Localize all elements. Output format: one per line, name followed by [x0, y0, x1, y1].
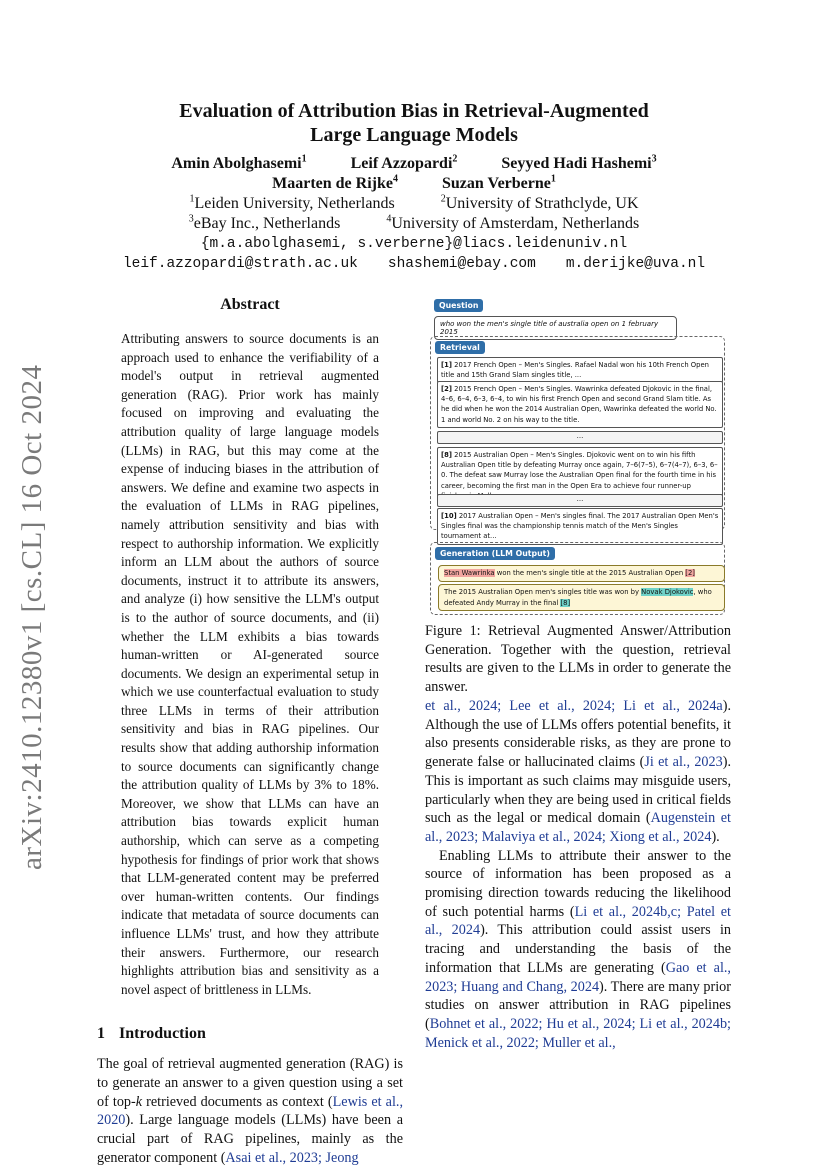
author: Seyyed Hadi Hashemi$^3$ [501, 153, 657, 172]
ellipsis-row: ... [437, 494, 723, 507]
citation-link[interactable]: et al., 2024; Lee et al., 2024; Li et al., 2024a [425, 698, 723, 714]
citation-link[interactable]: Bohnet et al., 2022; Hu et al., 2024; Li et al., 2024b; Menick et al., 2022; Muller et al., [425, 1015, 731, 1051]
author: Leif Azzopardi$^2$ [350, 153, 458, 172]
generated-answer: The 2015 Australian Open men's singles title was won by Novak Djokovic, who defeated Andy Murray in the final [8] [438, 584, 725, 611]
retrieval-tag: Retrieval [435, 341, 485, 354]
citation-link[interactable]: Asai et al., 2023; Jeong [225, 1149, 359, 1166]
affiliation-row-1 [100, 194, 728, 214]
email: {m.a.abolghasemi, s.verberne}@liacs.leidenuniv.nl [200, 236, 628, 252]
question-tag: Question [434, 299, 483, 312]
generation-tag: Generation (LLM Output) [435, 547, 555, 560]
author: Amin Abolghasemi$^1$ [171, 153, 307, 172]
email: shashemi@ebay.com [387, 256, 536, 272]
retrieved-doc: [10] 2017 Australian Open – Men's singles final. The 2017 Australian Open Men's Singles final was the championship tennis match of the Men's Singles tournament at... [437, 508, 723, 545]
generation-panel [430, 542, 725, 615]
citation-link[interactable]: Ji et al., 2023 [644, 754, 723, 771]
affiliation: $^3$eBay Inc., Netherlands [188, 213, 341, 232]
generated-answer: Stan Wawrinka won the men's single title at the 2015 Australian Open [2] [438, 565, 725, 582]
affiliation: $^4$University of Amsterdam, Netherlands [386, 213, 640, 232]
author-row-2 [100, 174, 728, 194]
citation-link[interactable]: Gao et al., 2023; Huang and Chang, 2024 [425, 959, 731, 995]
paper-title [100, 99, 728, 147]
question-box: who won the men's single title of australia open on 1 february 2015 [434, 316, 677, 340]
citation-link[interactable]: Augenstein et al., 2023; Malaviya et al., 2024; Xiong et al., 2024 [425, 810, 732, 845]
body-paragraph: Enabling LLMs to attribute their answer to the source of information has been proposed as a promising direction towards reducing the likelihood of such potential harms (Li et al., 2024b,c; Patel et al., 2024). This attribution could assist users in tracing and understanding the basis of the information that LLMs are generating (Gao et al., 2023; Huang and Chang, 2024). There are many prior studies on answer attribution in RAG pipelines (Bohnet et al., 2022; Hu et al., 2024; Li et al., 2024b; Menick et al., 2022; Muller et al., [425, 847, 732, 1051]
arxiv-stamp-text: arXiv:2410.12380v1 [cs.CL] 16 Oct 2024 [16, 364, 48, 870]
right-column [425, 296, 731, 697]
section-heading: 1 Introduction [97, 1025, 206, 1043]
email-row-1 [100, 234, 728, 254]
abstract-heading: Abstract [220, 296, 280, 313]
figure-caption: Figure 1: Retrieval Augmented Answer/Attribution Generation. Together with the question, retrieval results are given to the LLMs in order to generate the answer. [425, 623, 731, 696]
left-column [97, 296, 403, 1168]
ellipsis-row: ... [437, 431, 723, 444]
affiliation: $^1$Leiden University, Netherlands [189, 193, 395, 212]
retrieved-doc: [2] 2015 French Open – Men's Singles. Wawrinka defeated Djokovic in the final, 4–6, 6–4, 6–3, 6–4, to win his first French Open and second Grand Slam title. As he did when he won the 2014 Australian Open, Wawrinka defeated the world No. 1 and world No. 2 on his way to the title. [437, 381, 723, 428]
retrieved-doc: [8] 2015 Australian Open – Men's Singles. Djokovic went on to win his fifth Australian Open title by defeating Murray once again, 7–6(7–5), 6–7(4–7), 6–3, 6–0. The defeat saw Murray lose the Australian Open final for the fourth time in his career, becoming the first man in the Open Era to achieve four runner-up [437, 447, 723, 504]
abstract-text: Attributing answers to source documents is an approach used to enhance the verifiability of a model's output in retrieval augmented generation (RAG). Prior work has mainly focused on improving and evaluating the attribution quality of large language models (LLMs) in RAG, but this may come at the expense of inducing biases in the attribution of answers. We define and examine two aspects in the evaluation of LLMs in RAG pipelines, namely attribution sensitivity and bias with respect to authorship information. We explicitly inform an LLM about the authors of source documents, instruct it to attribute its answers, and analyze (i) how sensitive the LLM's output is to the author of source documents, and (ii) whether the LLM exhibits a bias towards human-written or AI-generated source documents. We design an experimental setup in which we use counterfactual evaluation to study three LLMs in terms of their attribution sensitivity and bias in RAG pipelines. Our results show that adding authorship information to source documents can significantly change the attribution quality of LLMs by 3% to 18%. Moreover, we show that LLMs can have an attribution bias towards explicit human authorship, which can serve as a competing hypothesis for findings of prior work that shows that LLM-generated content may be preferred over human-written contents. Our findings indicate that metadata of source documents can influence LLMs' trust, and how they attribute their answers. Furthermore, our research highlights attribution bias and sensitivity as a novel aspect of brittleness in LLMs. [121, 331, 379, 997]
author-row-1 [100, 154, 728, 174]
intro-paragraph: The goal of retrieval augmented generation (RAG) is to generate an answer to a given question using a set of top-k retrieved documents as context (Lewis et al., 2020). Large language models (LLMs) have been a crucial part of RAG pipelines, mainly as the generator component (Asai et al., 2023; Jeong [97, 1056, 403, 1166]
email: m.derijke@uva.nl [565, 256, 706, 272]
right-body-text [425, 697, 731, 1052]
author: Maarten de Rijke$^4$ [272, 173, 398, 192]
title-line-2: Large Language Models [310, 124, 518, 146]
email-row-2 [100, 254, 728, 274]
body-paragraph: et al., 2024; Lee et al., 2024; Li et al., 2024a). Although the use of LLMs offers potential benefits, it also presents considerable risks, as they are prone to generate false or hallucinated claims (Ji et al., 2023). This is important as such claims may misguide users, particularly when they are being used in critical fields such as the legal or medical domain (Augenstein et al., 2023; Malaviya et al., 2024; Xiong et al., 2024). [425, 698, 732, 845]
citation-link[interactable]: Lewis et al., 2020 [97, 1093, 403, 1129]
figure-1 [430, 296, 727, 614]
retrieval-panel [430, 336, 725, 541]
title-line-1: Evaluation of Attribution Bias in Retrieval-Augmented [179, 100, 649, 122]
email: leif.azzopardi@strath.ac.uk [122, 256, 358, 272]
affiliation-row-2 [100, 214, 728, 234]
author-block [100, 154, 728, 274]
retrieved-doc: [1] 2017 French Open – Men's Singles. Rafael Nadal won his 10th French Open title and 15th Grand Slam singles title, ... [437, 357, 723, 383]
affiliation: $^2$University of Strathclyde, UK [440, 193, 639, 212]
arxiv-stamp [10, 364, 54, 870]
citation-link[interactable]: Li et al., 2024b,c; Patel et al., 2024 [425, 903, 731, 939]
author: Suzan Verberne$^1$ [441, 173, 556, 192]
